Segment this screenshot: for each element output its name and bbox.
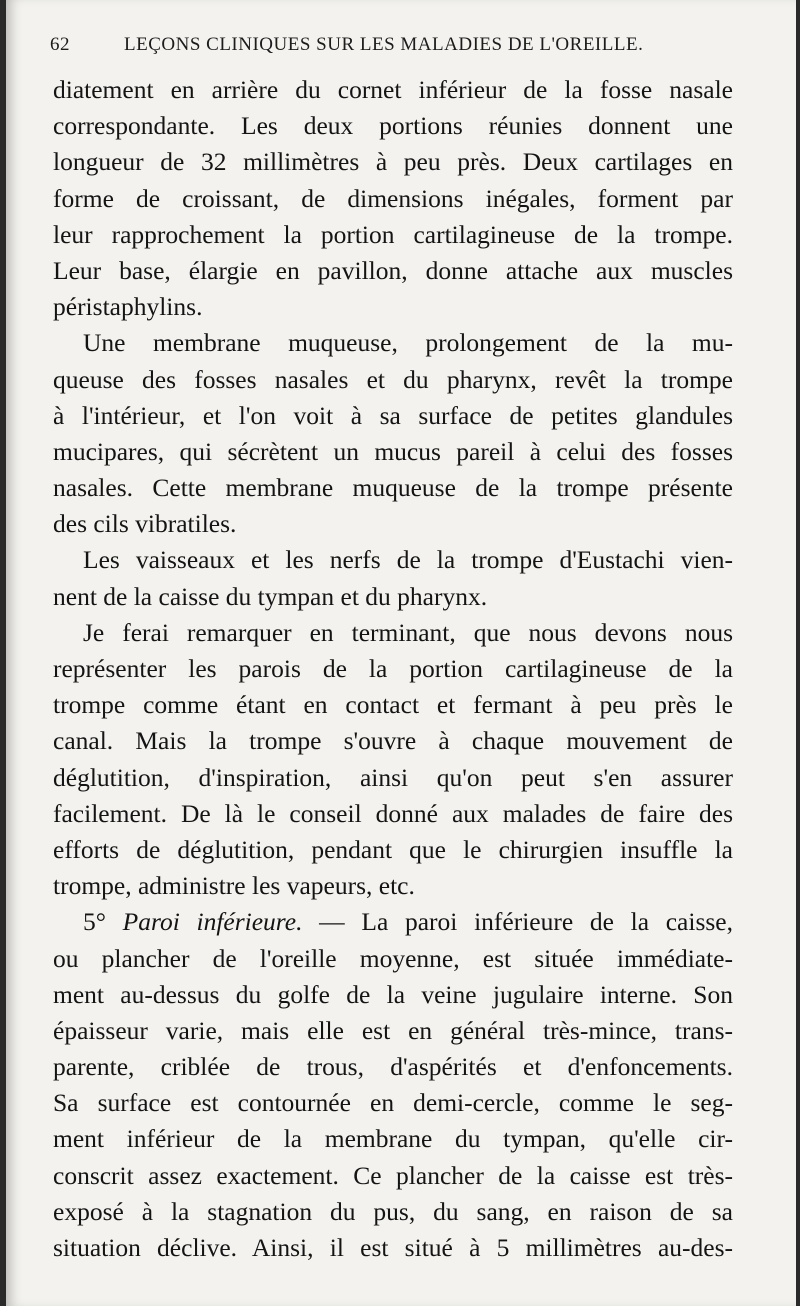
text-line: nasales. Cette membrane muqueuse de la trompe présente bbox=[53, 473, 733, 503]
text-line: longueur de 32 millimètres à peu près. Deux cartilages en bbox=[53, 147, 733, 177]
text-line: Sa surface est contournée en demi-cercle, comme le seg- bbox=[53, 1088, 733, 1118]
text-line: ment inférieur de la membrane du tympan, qu'elle cir- bbox=[53, 1124, 733, 1154]
text-line: correspondante. Les deux portions réunies donnent une bbox=[53, 111, 733, 141]
text-line: nent de la caisse du tympan et du pharynx. bbox=[53, 581, 488, 611]
text-line: leur rapprochement la portion cartilagineuse de la trompe. bbox=[53, 219, 733, 249]
section-number: 5° bbox=[83, 907, 123, 937]
text-line: Une membrane muqueuse, prolongement de la mu- bbox=[83, 328, 733, 358]
text-line: Les vaisseaux et les nerfs de la trompe d'Eustachi vien- bbox=[83, 545, 733, 575]
text-line: ou plancher de l'oreille moyenne, est située immédiate- bbox=[53, 943, 733, 973]
text-line: mucipares, qui sécrètent un mucus pareil à celui des fosses bbox=[53, 436, 733, 466]
text-line: efforts de déglutition, pendant que le chirurgien insuffle la bbox=[53, 834, 733, 864]
text-line: queuse des fosses nasales et du pharynx, revêt la trompe bbox=[53, 364, 733, 394]
text-line: Je ferai remarquer en terminant, que nous devons nous bbox=[83, 617, 733, 647]
text-line: à l'intérieur, et l'on voit à sa surface de petites glandules bbox=[53, 400, 733, 430]
text-line: représenter les parois de la portion cartilagineuse de la bbox=[53, 654, 733, 683]
running-title: LEÇONS CLINIQUES SUR LES MALADIES DE L'OREILLE. bbox=[124, 34, 644, 55]
text-line: situation déclive. Ainsi, il est situé à 5 millimètres au-des- bbox=[53, 1233, 733, 1262]
text-line: exposé à la stagnation du pus, du sang, en raison de sa bbox=[53, 1196, 733, 1226]
section-text: — La paroi inférieure de la caisse, bbox=[302, 907, 734, 937]
text-line: ment au-dessus du golfe de la veine jugulaire interne. Son bbox=[53, 979, 733, 1009]
page-number: 62 bbox=[50, 34, 70, 55]
text-line: canal. Mais la trompe s'ouvre à chaque mouvement de bbox=[53, 726, 733, 756]
book-page bbox=[6, 0, 796, 1306]
text-line: trompe, administre les vapeurs, etc. bbox=[53, 871, 415, 901]
text-line: forme de croissant, de dimensions inégales, forment par bbox=[53, 183, 733, 213]
text-line: parente, criblée de trous, d'aspérités et d'enfoncements. bbox=[53, 1052, 733, 1082]
text-line: déglutition, d'inspiration, ainsi qu'on peut s'en assurer bbox=[53, 762, 733, 792]
text-line: épaisseur varie, mais elle est en général très-mince, trans- bbox=[53, 1015, 733, 1045]
text-line: péristaphylins. bbox=[53, 292, 203, 322]
text-line: trompe comme étant en contact et fermant à peu près le bbox=[53, 690, 733, 720]
text-line: diatement en arrière du cornet inférieur de la fosse nasale bbox=[53, 75, 733, 104]
text-line bbox=[53, 904, 733, 940]
text-line: conscrit assez exactement. Ce plancher de la caisse est très- bbox=[53, 1160, 733, 1190]
section-heading: Paroi inférieure. bbox=[122, 907, 303, 937]
body-text bbox=[53, 72, 733, 1266]
text-line: Leur base, élargie en pavillon, donne attache aux muscles bbox=[53, 255, 733, 285]
text-line: facilement. De là le conseil donné aux malades de faire des bbox=[53, 798, 733, 828]
text-line: des cils vibratiles. bbox=[53, 509, 237, 539]
